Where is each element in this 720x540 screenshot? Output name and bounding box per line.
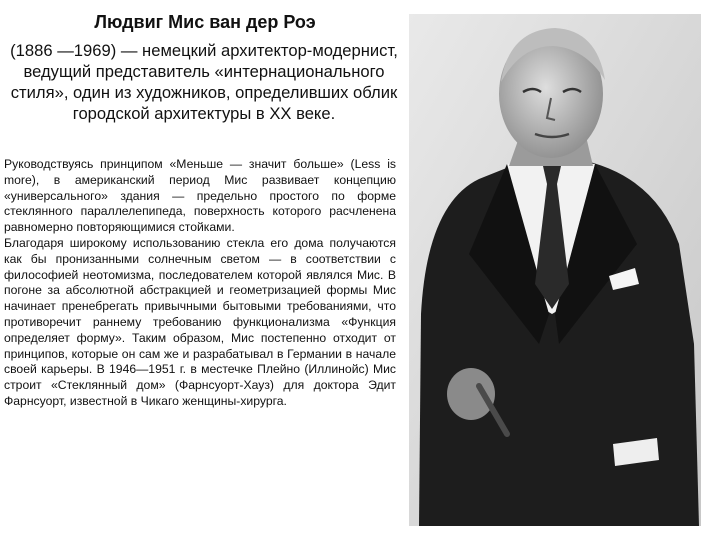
paragraph-1: Руководствуясь принципом «Меньше — значит больше» (Less is more), в американский период Мис развивает концепцию «универсального» здания — предельно простого по форме стеклянного параллелепипеда, поверхность которого расчленена равномерно повторяющимися стойками. [4, 157, 396, 235]
slide-title: Людвиг Мис ван дер Роэ [94, 12, 316, 32]
body-text [4, 157, 396, 410]
slide-subtitle: (1886 —1969) — немецкий архитектор-модернист, ведущий представитель «интернационального стиля», один из художников, определивших облик городской архитектуры в XX веке. [10, 41, 398, 123]
portrait-photo [409, 14, 701, 526]
paragraph-2: Благодаря широкому использованию стекла его дома получаются как бы пронизанными солнечным светом — в соответствии с философией неотомизма, последователем которой являлся Мис. В погоне за абсолютной абстракцией и геометризацией формы Мис начинает пренебрегать привычными бытовыми требованиями, что противоречит раннему требованию функционализма «Функция определяет форму». Таким образом, Мис постепенно отходит от принципов, которые он сам же и разрабатывал в Германии в начале своей карьеры. В 1946—1951 г. в местечке Плейно (Иллинойс) Мис строит «Стеклянный дом» (Фарнсуорт-Хауз) для доктора Эдит Фарнсуорт, известной в Чикаго женщины-хирурга. [4, 235, 396, 408]
hand [447, 368, 495, 420]
